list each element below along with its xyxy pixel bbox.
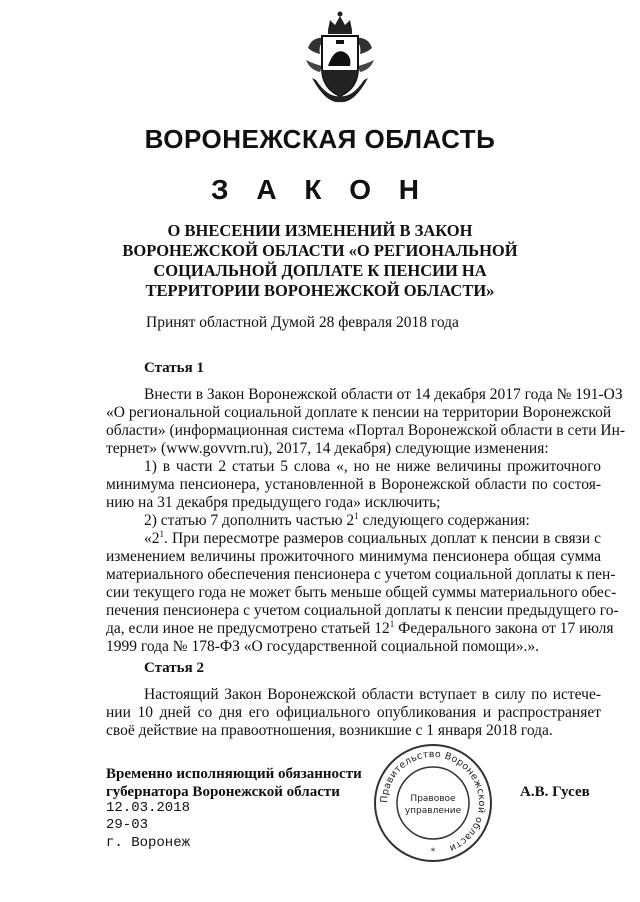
law-number: 29-03 [106,817,149,833]
signing-date: 12.03.2018 [106,800,191,816]
law-title-line: ВОРОНЕЖСКОЙ ОБЛАСТИ «О РЕГИОНАЛЬНОЙ [122,241,518,260]
text-line: нию на 31 декабря предыдущего года» исключить; [106,494,441,511]
text-line: материального обеспечения пенсионера с учетом социальной доплаты к пен- [106,566,616,583]
text-line: минимума пенсионера, установленной в Воронежской области по состоя- [106,476,601,493]
stamp-ring-text: Правительство Воронежской области [378,748,488,854]
signing-city: г. Воронеж [106,835,191,851]
text-line: «$2^1$. При пересмотре размеров социальных доплат к пенсии в связи с [144,528,601,547]
law-title-line: СОЦИАЛЬНОЙ ДОПЛАТЕ К ПЕНСИИ НА [153,261,487,280]
stamp-center-line: управление [404,806,462,816]
adoption-date: Принят областной Думой 28 февраля 2018 года [146,314,459,331]
text-line: 1) в части 2 статьи 5 слова «, но не ниже величины прожиточного [144,458,601,475]
text-line: да, если иное не предусмотрено статьей $12^1$ Федерального закона от 17 июля [106,618,614,637]
law-title [0,221,640,301]
text-line: области» (информационная система «Портал Воронежской области в сети Ин- [106,422,626,439]
text-line: Внести в Закон Воронежской области от 14 декабря 2017 года № 191-ОЗ [144,386,623,403]
text-line: «О региональной социальной доплате к пенсии на территории Воронежской [106,404,612,421]
stamp-star: * [430,847,436,857]
text-line: сии текущего года не может быть меньше общей суммы материального обес- [106,584,617,601]
text-line: печения пенсионера с учетом социальной доплаты к пенсии предыдущего го- [106,602,619,619]
official-stamp [370,740,496,866]
text-line: изменением величины прожиточного минимума пенсионера общая сумма [106,548,601,565]
law-title-line: О ВНЕСЕНИИ ИЗМЕНЕНИЙ В ЗАКОН [167,221,473,240]
region-name: ВОРОНЕЖСКАЯ ОБЛАСТЬ [144,124,496,154]
text-line: тернет» (www.govvrn.ru), 2017, 14 декабря) следующие изменения: [106,440,549,457]
text-line: Настоящий Закон Воронежской области вступает в силу по истече- [144,686,601,703]
article-2-heading: Статья 2 [144,660,204,676]
stamp-center-line: Правовое [410,794,456,804]
text-line: своё действие на правоотношения, возникшие с 1 января 2018 года. [106,722,553,739]
text-line: 1999 года № 178-ФЗ «О государственной социальной помощи».». [106,638,539,655]
signatory-title: Временно исполняющий обязанности [106,766,362,782]
article-1-heading: Статья 1 [144,360,204,376]
text-line: 2) статью 7 дополнить частью $2^1$ следующего содержания: [144,510,530,529]
law-title-line: ТЕРРИТОРИИ ВОРОНЕЖСКОЙ ОБЛАСТИ» [145,281,495,300]
text-line: нии 10 дней со дня его официального опубликования и распространяет [106,704,601,721]
signatory-name: А.В. Гусев [520,784,590,800]
document-type: З А К О Н [211,174,429,205]
signatory-title: губернатора Воронежской области [106,784,340,800]
coat-of-arms-emblem [298,8,382,108]
